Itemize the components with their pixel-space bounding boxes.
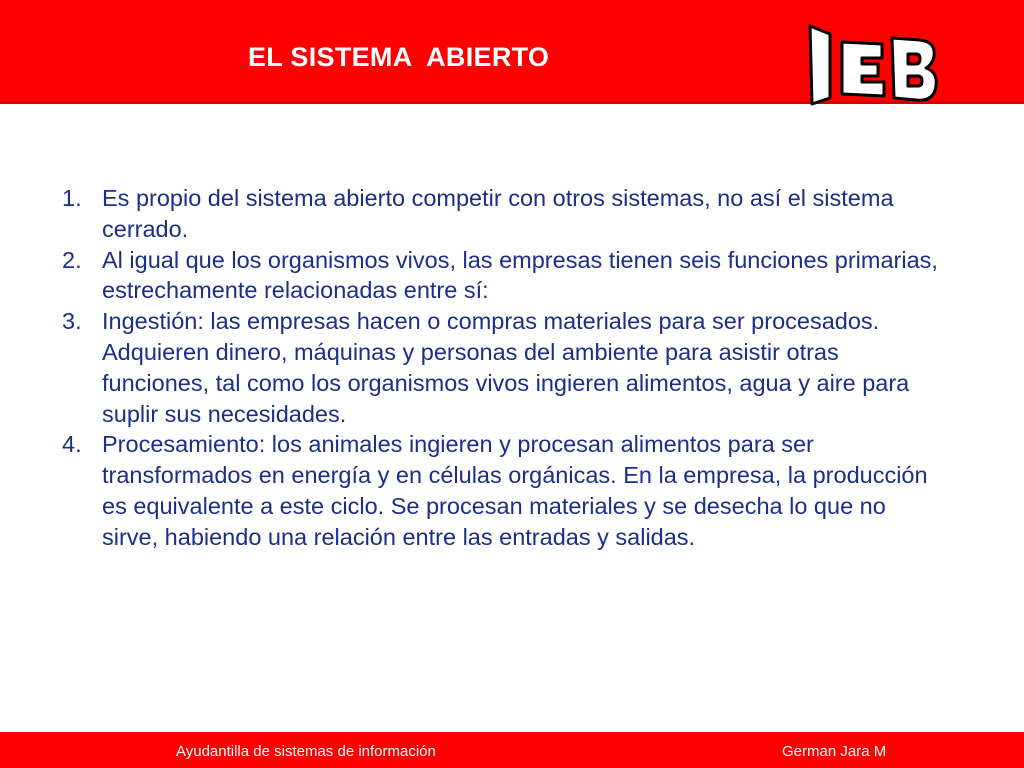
logo-letter-b	[892, 38, 936, 100]
list-item	[62, 306, 942, 429]
list-item	[62, 183, 942, 245]
list-item-text: Es propio del sistema abierto competir con otros sistemas, no así el sistema cerrado.	[102, 185, 894, 242]
ieb-logo	[806, 24, 940, 106]
list-item-text: Procesamiento: los animales ingieren y procesan alimentos para ser transformados en energía y en células orgánicas. En la empresa, la producción es equivalente a este ciclo. Se procesan materiales y se desecha lo que no sirve, habiendo una relación entre las entradas y salidas.	[102, 431, 928, 550]
footer-course: Ayudantilla de sistemas de información	[176, 743, 436, 760]
logo-letter-i	[810, 26, 830, 104]
slide-title: EL SISTEMA ABIERTO	[248, 42, 550, 72]
list-item-text: Al igual que los organismos vivos, las empresas tienen seis funciones primarias, estrechamente relacionadas entre sí:	[102, 246, 938, 304]
footer-author: German Jara M	[782, 743, 887, 760]
list-item-number: 4.	[62, 431, 82, 458]
list-item	[62, 245, 942, 307]
list-item	[62, 429, 942, 552]
list-item-number: 2.	[62, 246, 82, 273]
content-list	[62, 183, 942, 553]
logo-letter-e	[842, 42, 884, 96]
list-item-number: 3.	[62, 308, 82, 335]
list-item-number: 1.	[62, 185, 82, 211]
list-item-text: Ingestión: las empresas hacen o compras materiales para ser procesados. Adquieren dinero, máquinas y personas del ambiente para asistir otras funciones, tal como los organismos vivos ingieren alimentos, agua y aire para suplir sus necesidades.	[102, 308, 910, 427]
